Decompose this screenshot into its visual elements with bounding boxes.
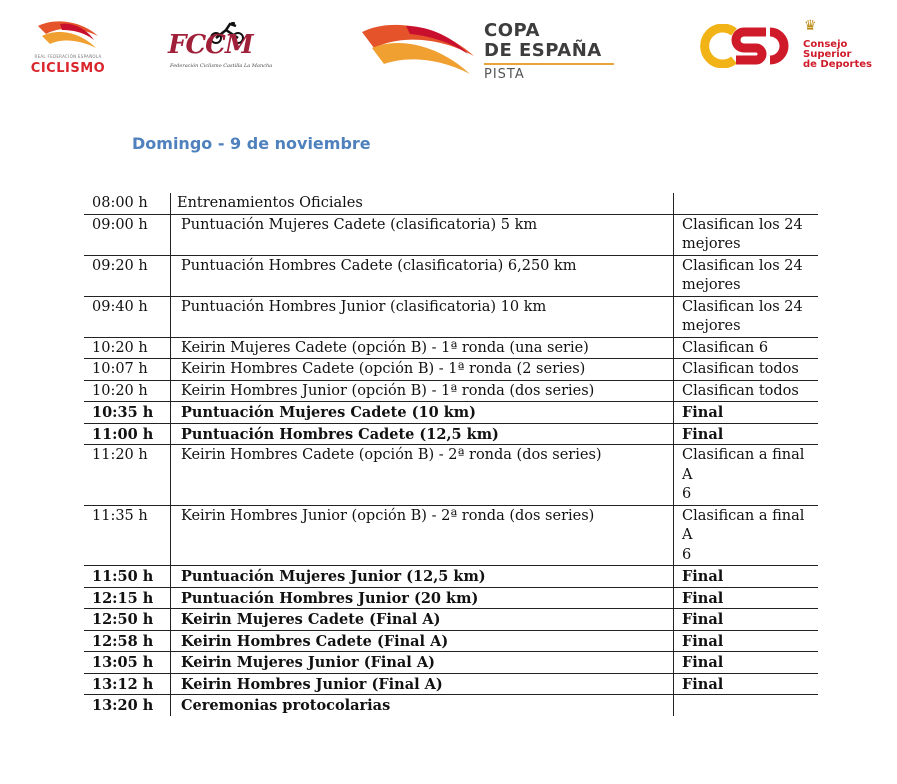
note-cell <box>674 505 819 566</box>
copa-espana-logo <box>358 18 628 84</box>
rfec-swoosh-icon <box>36 18 102 54</box>
table-row <box>84 630 818 652</box>
event-cell: Entrenamientos Oficiales <box>171 193 674 214</box>
copa-line1: COPA <box>484 20 540 41</box>
event-cell: Keirin Hombres Junior (opción B) - 2ª ronda (dos series) <box>171 505 674 566</box>
fccm-subtitle: Federación Ciclismo Castilla La Mancha <box>170 63 273 69</box>
note-line: mejores <box>682 318 741 334</box>
table-row <box>84 214 818 255</box>
table-row <box>84 652 818 674</box>
copa-swoosh-icon <box>358 18 478 82</box>
event-cell: Puntuación Mujeres Cadete (10 km) <box>171 402 674 424</box>
note-cell <box>674 296 819 337</box>
table-row <box>84 673 818 695</box>
note-cell: Clasifican 6 <box>674 337 819 359</box>
note-cell: Final <box>674 673 819 695</box>
table-row <box>84 337 818 359</box>
note-cell: Final <box>674 587 819 609</box>
time-cell: 09:00 h <box>84 214 171 255</box>
event-cell: Keirin Hombres Cadete (opción B) - 2ª ronda (dos series) <box>171 445 674 506</box>
table-row <box>84 695 818 716</box>
fccm-logo <box>168 22 274 72</box>
table-row <box>84 587 818 609</box>
note-line: Clasifican los 24 <box>682 216 803 233</box>
fccm-mark: FCCM <box>168 30 253 60</box>
time-cell: 13:05 h <box>84 652 171 674</box>
table-row <box>84 445 818 506</box>
note-line: 6 <box>682 486 692 502</box>
table-row <box>84 402 818 424</box>
day-heading: Domingo - 9 de noviembre <box>132 134 371 153</box>
event-cell: Ceremonias protocolarias <box>171 695 674 716</box>
time-cell: 12:58 h <box>84 630 171 652</box>
time-cell: 10:07 h <box>84 359 171 381</box>
time-cell: 12:15 h <box>84 587 171 609</box>
note-cell: Final <box>674 402 819 424</box>
time-cell: 10:35 h <box>84 402 171 424</box>
note-line: Clasifican a final A <box>682 507 805 543</box>
note-cell <box>674 255 819 296</box>
copa-line2: DE ESPAÑA <box>484 40 602 61</box>
csd-text <box>803 40 872 70</box>
table-row <box>84 255 818 296</box>
crown-icon: ♛ <box>804 18 817 34</box>
event-cell: Puntuación Mujeres Cadete (clasificatoria) 5 km <box>171 214 674 255</box>
event-cell: Keirin Hombres Junior (opción B) - 1ª ronda (dos series) <box>171 380 674 402</box>
copa-divider <box>484 63 614 65</box>
csd-mark-icon <box>700 24 800 68</box>
event-cell: Keirin Hombres Cadete (Final A) <box>171 630 674 652</box>
csd-line3: de Deportes <box>803 59 872 70</box>
event-cell: Puntuación Hombres Cadete (clasificatoria) 6,250 km <box>171 255 674 296</box>
note-cell <box>674 214 819 255</box>
time-cell: 10:20 h <box>84 337 171 359</box>
time-cell: 09:20 h <box>84 255 171 296</box>
note-cell: Clasifican todos <box>674 380 819 402</box>
csd-logo <box>700 16 870 76</box>
event-cell: Puntuación Hombres Cadete (12,5 km) <box>171 423 674 445</box>
table-row <box>84 380 818 402</box>
time-cell: 08:00 h <box>84 193 171 214</box>
table-row <box>84 296 818 337</box>
note-line: Clasifican los 24 <box>682 257 803 274</box>
note-line: Clasifican los 24 <box>682 298 803 315</box>
time-cell: 09:40 h <box>84 296 171 337</box>
time-cell: 12:50 h <box>84 609 171 631</box>
table-row <box>84 359 818 381</box>
note-cell <box>674 193 819 214</box>
header-logos <box>0 0 897 100</box>
event-cell: Puntuación Hombres Junior (20 km) <box>171 587 674 609</box>
table-row <box>84 609 818 631</box>
event-cell: Puntuación Hombres Junior (clasificatoria) 10 km <box>171 296 674 337</box>
note-cell: Clasifican todos <box>674 359 819 381</box>
note-line: 6 <box>682 546 692 563</box>
time-cell: 10:20 h <box>84 380 171 402</box>
event-cell: Keirin Mujeres Junior (Final A) <box>171 652 674 674</box>
note-line: mejores <box>682 277 741 293</box>
time-cell: 13:12 h <box>84 673 171 695</box>
rfec-small-text: REAL FEDERACIÓN ESPAÑOLA <box>34 54 102 59</box>
event-cell: Puntuación Mujeres Junior (12,5 km) <box>171 566 674 588</box>
time-cell: 11:35 h <box>84 505 171 566</box>
note-cell: Final <box>674 630 819 652</box>
event-cell: Keirin Hombres Cadete (opción B) - 1ª ronda (2 series) <box>171 359 674 381</box>
note-cell: Final <box>674 566 819 588</box>
note-cell <box>674 695 819 716</box>
schedule-table <box>84 193 818 716</box>
rfec-name: CICLISMO <box>30 61 106 76</box>
note-line: mejores <box>682 236 741 252</box>
csd-line1: Consejo <box>803 39 848 50</box>
event-cell: Keirin Mujeres Cadete (opción B) - 1ª ronda (una serie) <box>171 337 674 359</box>
note-cell: Final <box>674 652 819 674</box>
time-cell: 11:50 h <box>84 566 171 588</box>
event-cell: Keirin Hombres Junior (Final A) <box>171 673 674 695</box>
table-row <box>84 423 818 445</box>
copa-line3: PISTA <box>484 67 525 82</box>
time-cell: 11:00 h <box>84 423 171 445</box>
table-row <box>84 566 818 588</box>
table-row <box>84 193 818 214</box>
table-row <box>84 505 818 566</box>
note-line: Clasifican a final A <box>682 447 805 483</box>
time-cell: 11:20 h <box>84 445 171 506</box>
note-cell: Final <box>674 609 819 631</box>
rfec-logo <box>30 18 106 80</box>
event-cell: Keirin Mujeres Cadete (Final A) <box>171 609 674 631</box>
csd-line2: Superior <box>803 49 852 60</box>
time-cell: 13:20 h <box>84 695 171 716</box>
note-cell: Final <box>674 423 819 445</box>
note-cell <box>674 445 819 506</box>
